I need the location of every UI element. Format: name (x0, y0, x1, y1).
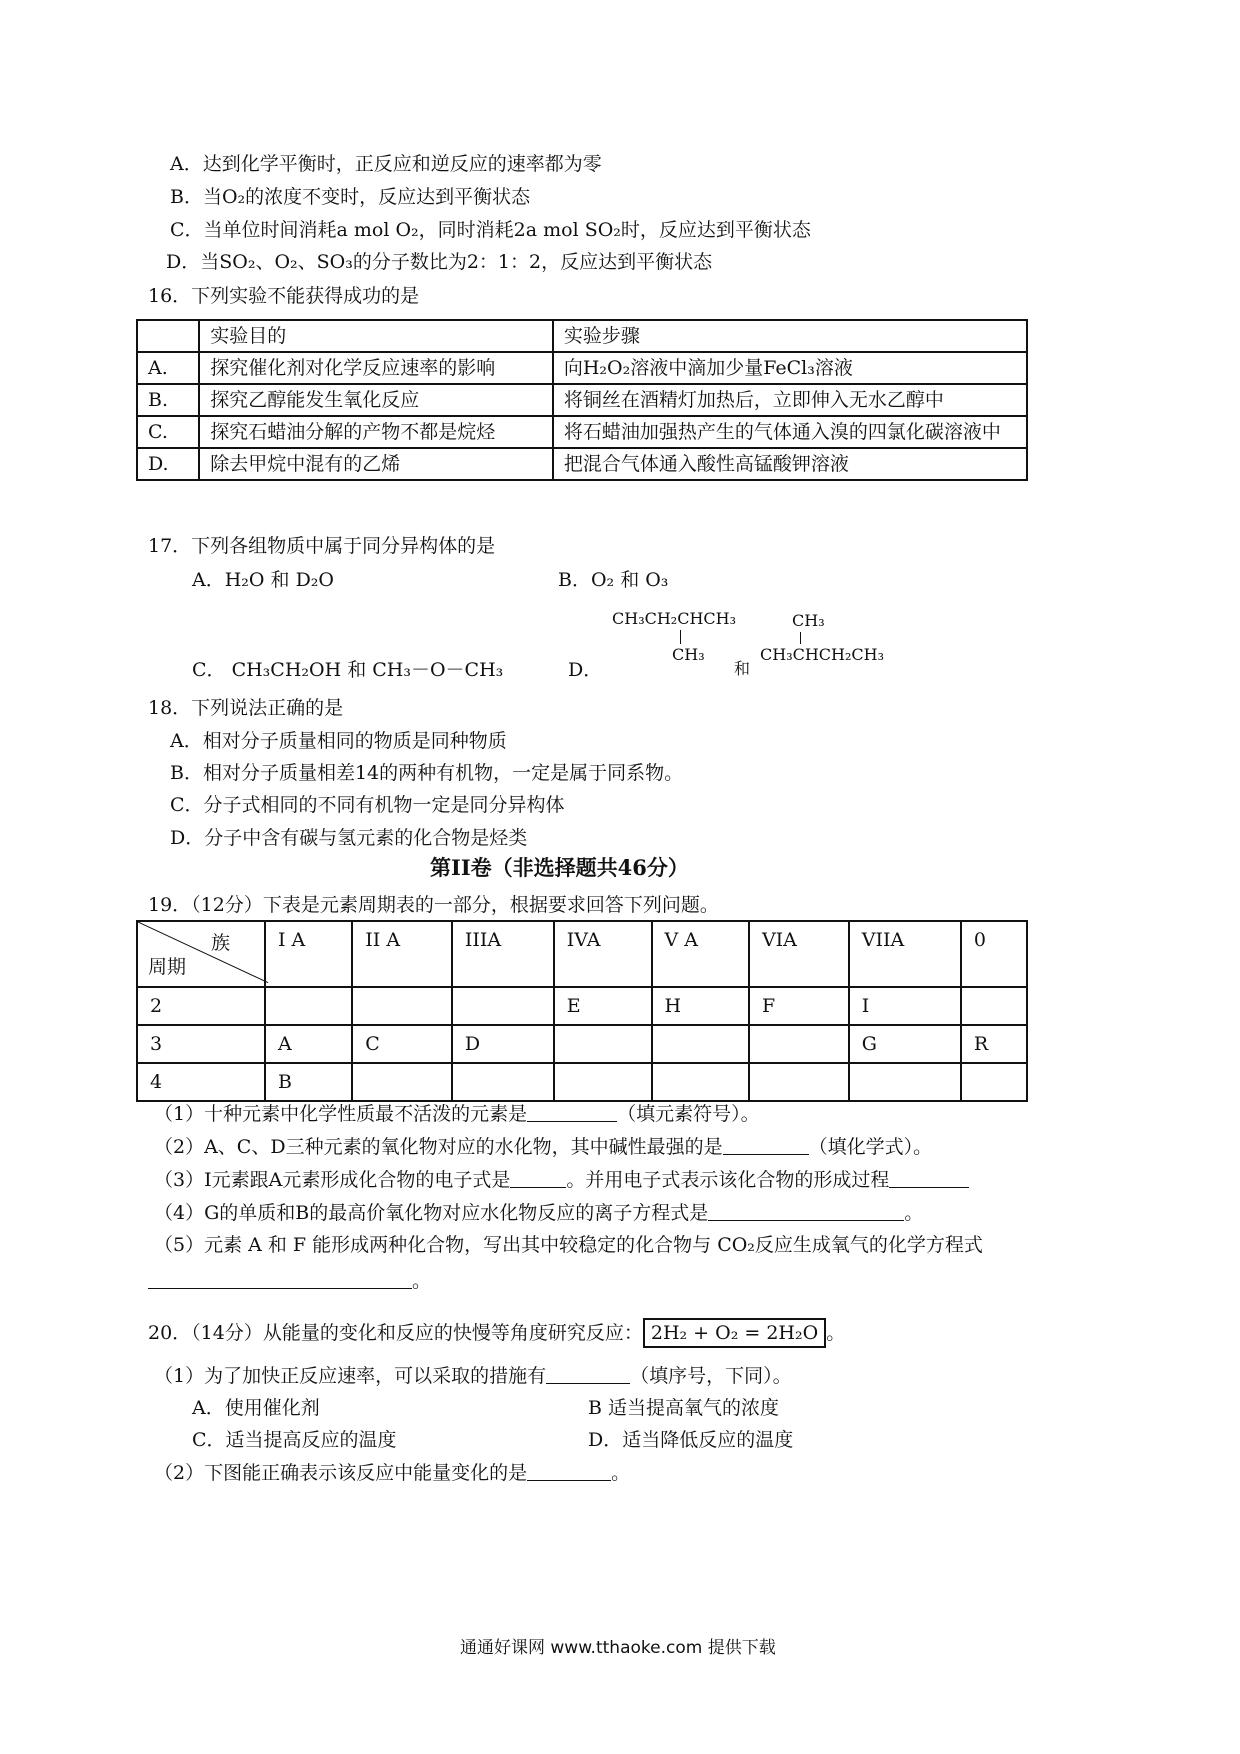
table-row (137, 416, 1027, 448)
q16-experiment-table (136, 319, 1028, 481)
periodic-table (136, 920, 1028, 1102)
element-cell (849, 1063, 961, 1101)
element-cell (749, 1063, 849, 1101)
element-cell (652, 1025, 749, 1063)
element-cell: R (961, 1025, 1027, 1063)
table-cell: 除去甲烷中混有的乙烯 (199, 448, 553, 480)
q17-option-d-label: D． (568, 659, 603, 681)
q20-stem-tail: 。 (826, 1322, 846, 1344)
q20-part-1-tail: （填序号，下同）。 (630, 1365, 792, 1387)
q15-option-d: D．当SO₂、O₂、SO₃的分子数比为2：1：2，反应达到平衡状态 (166, 251, 713, 273)
q19-part-2 (154, 1135, 932, 1159)
header-cell: 实验目的 (199, 320, 553, 352)
corner-group-label: 族 (210, 932, 230, 954)
q20-part-2 (154, 1461, 630, 1485)
table-cell: B. (137, 384, 199, 416)
period-cell: 4 (137, 1063, 265, 1101)
q19-part-3-text: （3）I元素跟A元素形成化合物的电子式是 (154, 1169, 511, 1191)
table-cell: 探究石蜡油分解的产物不都是烷烃 (199, 416, 553, 448)
table-row (137, 1025, 1027, 1063)
q16-stem: 16．下列实验不能获得成功的是 (148, 285, 420, 307)
answer-blank[interactable] (889, 1169, 969, 1188)
q20-option-d: D．适当降低反应的温度 (588, 1429, 794, 1451)
q17-d-and: 和 (734, 659, 751, 678)
corner-period-label: 周期 (148, 956, 187, 978)
header-cell: 实验步骤 (553, 320, 1027, 352)
q19-part-5-tail: 。 (412, 1270, 432, 1292)
answer-blank[interactable] (723, 1136, 809, 1155)
table-header-row (137, 320, 1027, 352)
q20-option-b: B 适当提高氧气的浓度 (588, 1397, 780, 1419)
table-cell: 将石蜡油加强热产生的气体通入溴的四氯化碳溶液中 (553, 416, 1027, 448)
table-cell: 把混合气体通入酸性高锰酸钾溶液 (553, 448, 1027, 480)
q19-part-1-tail: （填元素符号）。 (617, 1103, 760, 1125)
element-cell: D (452, 1025, 554, 1063)
table-cell: 向H₂O₂溶液中滴加少量FeCl₃溶液 (553, 352, 1027, 384)
table-row (137, 448, 1027, 480)
element-cell: A (265, 1025, 352, 1063)
element-cell: B (265, 1063, 352, 1101)
element-cell (265, 987, 352, 1025)
page-footer: 通通好课网 www.tthaoke.com 提供下载 (460, 1638, 776, 1658)
q17-option-b: B．O₂ 和 O₃ (558, 569, 669, 591)
q17-option-c: C． CH₃CH₂OH 和 CH₃－O－CH₃ (192, 659, 504, 681)
q15-option-c: C．当单位时间消耗a mol O₂，同时消耗2a mol SO₂时，反应达到平衡状态 (170, 219, 811, 241)
element-cell (652, 1063, 749, 1101)
q17-d-structure-1-main: CH₃CH₂CHCH₃ (612, 609, 737, 628)
element-cell (554, 1063, 652, 1101)
q15-option-a: A．达到化学平衡时，正反应和逆反应的速率都为零 (170, 153, 602, 175)
q19-stem: 19．（12分）下表是元素周期表的一部分，根据要求回答下列问题。 (148, 894, 719, 916)
q18-option-a: A．相对分子质量相同的物质是同种物质 (170, 730, 507, 752)
q19-part-2-tail: （填化学式）。 (808, 1136, 933, 1158)
q19-part-4 (154, 1201, 923, 1225)
q18-option-c: C．分子式相同的不同有机物一定是同分异构体 (170, 794, 565, 816)
group-header: IIIA (452, 921, 554, 987)
element-cell: I (849, 987, 961, 1025)
answer-blank[interactable] (527, 1462, 611, 1481)
element-cell: G (849, 1025, 961, 1063)
element-cell: C (352, 1025, 452, 1063)
q20-option-a: A．使用催化剂 (192, 1397, 320, 1419)
table-row (137, 352, 1027, 384)
table-cell: A. (137, 352, 199, 384)
q19-part-1-text: （1）十种元素中化学性质最不活泼的元素是 (154, 1103, 528, 1125)
answer-blank[interactable] (527, 1103, 617, 1122)
q20-stem (148, 1318, 845, 1348)
table-cell: D. (137, 448, 199, 480)
group-header: II A (352, 921, 452, 987)
header-cell (137, 320, 199, 352)
table-cell: 探究催化剂对化学反应速率的影响 (199, 352, 553, 384)
period-cell: 2 (137, 987, 265, 1025)
q17-option-a: A．H₂O 和 D₂O (192, 569, 334, 591)
element-cell (961, 1063, 1027, 1101)
answer-blank[interactable] (148, 1270, 412, 1289)
group-header: VIA (749, 921, 849, 987)
q20-part-1-text: （1）为了加快正反应速率，可以采取的措施有 (154, 1365, 547, 1387)
element-cell (554, 1025, 652, 1063)
q20-part-2-tail: 。 (611, 1462, 631, 1484)
table-cell: 探究乙醇能发生氧化反应 (199, 384, 553, 416)
q19-part-2-text: （2）A、C、D三种元素的氧化物对应的水化物，其中碱性最强的是 (154, 1136, 723, 1158)
element-cell (352, 987, 452, 1025)
group-header: I A (265, 921, 352, 987)
q19-part-3 (154, 1168, 969, 1192)
q20-stem-text: 20．（14分）从能量的变化和反应的快慢等角度研究反应： (148, 1322, 643, 1344)
element-cell (352, 1063, 452, 1101)
element-cell: E (554, 987, 652, 1025)
table-cell: 将铜丝在酒精灯加热后，立即伸入无水乙醇中 (553, 384, 1027, 416)
element-cell (452, 987, 554, 1025)
element-cell: F (749, 987, 849, 1025)
group-header: 0 (961, 921, 1027, 987)
group-header: VIIA (849, 921, 961, 987)
element-cell: H (652, 987, 749, 1025)
element-cell (452, 1063, 554, 1101)
table-header-row (137, 921, 1027, 987)
period-cell: 3 (137, 1025, 265, 1063)
q19-part-5: （5）元素 A 和 F 能形成两种化合物，写出其中较稳定的化合物与 CO₂反应生成氧气的化学方程式 (154, 1234, 983, 1256)
q17-d-structure-1-branch: CH₃ (672, 645, 705, 664)
group-header: IVA (554, 921, 652, 987)
table-cell: C. (137, 416, 199, 448)
q18-option-b: B．相对分子质量相差14的两种有机物，一定是属于同系物。 (170, 762, 684, 784)
section-2-title: 第II卷（非选择题共46分） (430, 855, 689, 880)
q19-part-5-answer (148, 1269, 431, 1293)
q19-part-1 (154, 1102, 760, 1126)
q17-stem: 17．下列各组物质中属于同分异构体的是 (148, 535, 496, 557)
answer-blank[interactable] (510, 1169, 566, 1188)
q18-option-d: D．分子中含有碳与氢元素的化合物是烃类 (170, 827, 528, 849)
q17-d-structure-2-main: CH₃CHCH₂CH₃ (760, 645, 885, 664)
table-row (137, 987, 1027, 1025)
table-row (137, 384, 1027, 416)
q15-option-b: B．当O₂的浓度不变时，反应达到平衡状态 (170, 186, 531, 208)
bond-line (680, 630, 681, 644)
q18-stem: 18．下列说法正确的是 (148, 697, 344, 719)
q20-equation-box: 2H₂ + O₂ = 2H₂O (643, 1318, 826, 1348)
bond-line (800, 632, 801, 644)
q19-part-3-mid: 。并用电子式表示该化合物的形成过程 (566, 1169, 890, 1191)
q19-part-4-tail: 。 (904, 1202, 924, 1224)
q20-part-2-text: （2）下图能正确表示该反应中能量变化的是 (154, 1462, 528, 1484)
q20-option-c: C．适当提高反应的温度 (192, 1429, 397, 1451)
table-row (137, 1063, 1027, 1101)
answer-blank[interactable] (546, 1365, 630, 1384)
q20-part-1 (154, 1364, 792, 1388)
q17-d-structure-2-top: CH₃ (792, 611, 825, 630)
element-cell (961, 987, 1027, 1025)
answer-blank[interactable] (708, 1202, 904, 1221)
element-cell (749, 1025, 849, 1063)
q19-part-4-text: （4）G的单质和B的最高价氧化物对应水化物反应的离子方程式是 (154, 1202, 709, 1224)
group-header: V A (652, 921, 749, 987)
